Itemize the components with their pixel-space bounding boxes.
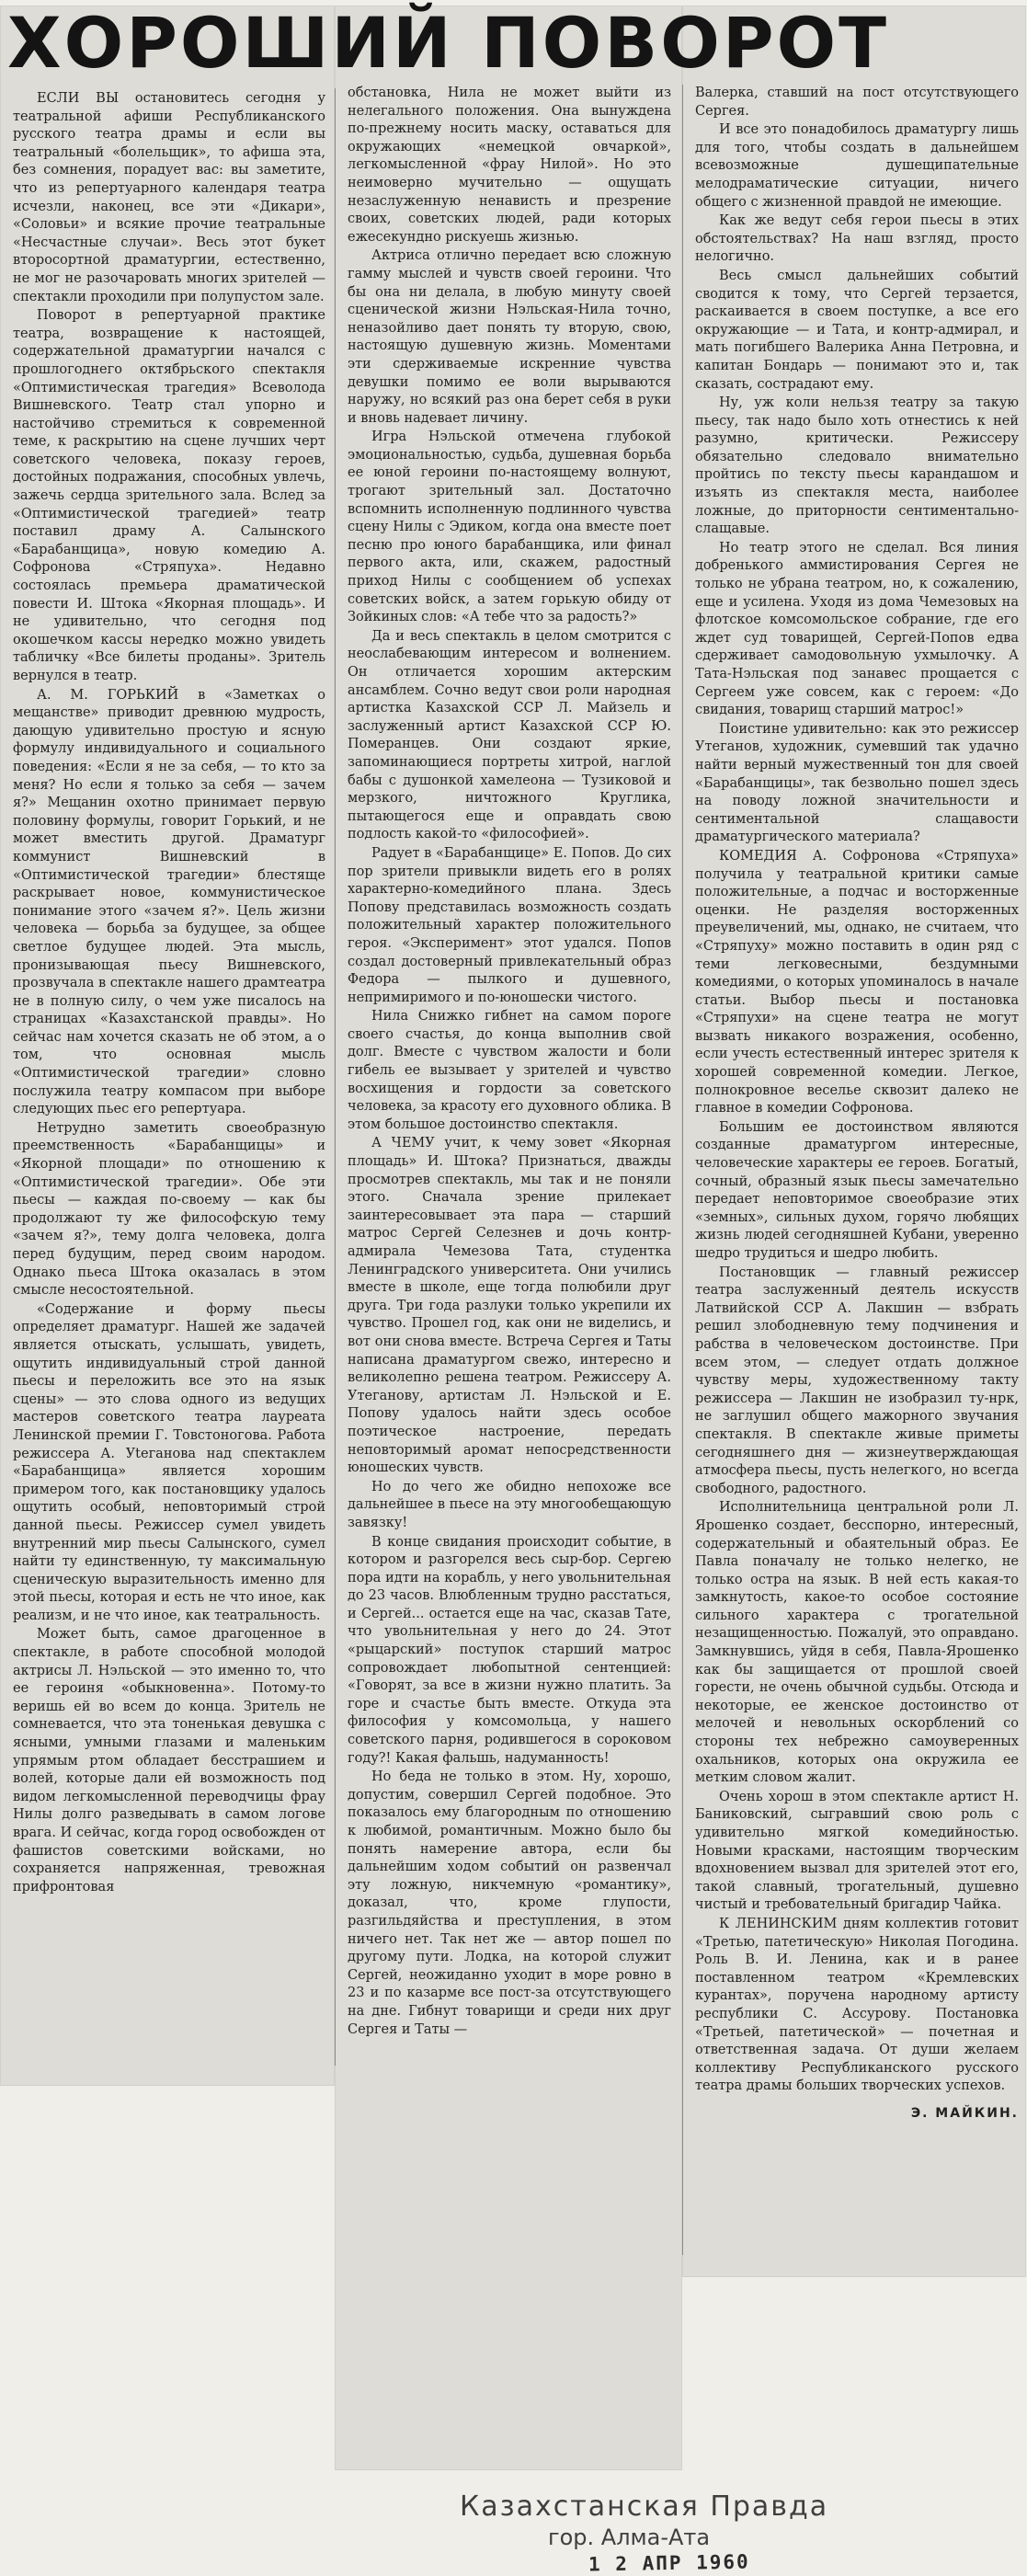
article-column-1 [13,90,325,2067]
article-column-3 [695,85,1019,2227]
paragraph: Нетрудно заметить своеобразную преемственность «Барабанщицы» и «Якорной площади» по отношению к «Оптимистической трагедии». Обе эти пьесы — каждая по-своему — как бы продолжают ту же философскую тему «зачем я?», тему долга человека, долга перед будущим, перед своим народом. Однако пьеса Штока оказалась в этом смысле несостоятельной. [13,1120,325,1299]
paragraph: Исполнительница центральной роли Л. Ярошенко создает, бесспорно, интересный, содержательный и обаятельный образ. Ее Павла поначалу не только нелегко, не только остра на язык. В ней есть какая-то замкнутость, какое-то особое состояние сильного характера с трогательной незащищенностью. Пожалуй, это оправдано. Замкнувшись, уйдя в себя, Павла-Ярошенко как бы защищается от прошлой своей горести, не очень обычной судьбы. Отсюда и некоторые, ее женское достоинство от мелочей и невольных оскорблений со стороны тех небрежно самоуверенных охальников, которых она окружила ее метким словом жалит. [695,1500,1019,1786]
paragraph: Радует в «Барабанщице» Е. Попов. До сих пор зрители привыкли видеть его в ролях характерно-комедийного плана. Здесь Попову представилась возможность создать положительный характер положительного героя. «Эксперимент» этот удался. Попов создал достоверный привлекательный образ Федора — пылкого и душевного, непримиримого и по-юношески чистого. [348,845,671,1005]
article-column-2 [348,85,671,2448]
paragraph: Игра Нэльской отмечена глубокой эмоциональностью, судьба, душевная борьба ее юной героини по-настоящему волнуют, трогают зрительный зал. Достаточно вспомнить исполненную подлинного чувства сцену Нилы с Эдиком, когда она вместе поет песню про юного барабанщика, или финал первого акта, или, скажем, радостный приход Нилы с сообщением об успехах советских войск, а затем горькую обиду от Зойкиных слов: «А тебе что за радость?» [348,429,671,625]
paragraph: Поворот в репертуарной практике театра, возвращение к настоящей, содержательной драматургии начался с прошлогоднего октябрьского спектакля «Оптимистическая трагедия» Всеволода Вишневского. Театр стал упорно и настойчиво стремиться к современной теме, к раскрытию на сцене лучших черт советского человека, показу героев, достойных подражания, способных увлечь, зажечь сердца зрительного зала. Вслед за «Оптимистической трагедией» театр поставил драму А. Салынского «Барабанщица», новую комедию А. Софронова «Стряпуха». Недавно состоялась премьера драматической повести И. Штока «Якорная площадь». И не удивительно, что сегодня под окошечком кассы нередко можно увидеть табличку «Все билеты проданы». Зритель вернулся в театр. [13,308,325,683]
paragraph: Но театр этого не сделал. Вся линия добренького аммистирования Сергея не только не убрана театром, но, к сожалению, еще и усилена. Уходя из дома Чемезовых на флотское комсомольское собрание, где его ждет суд товарищей, Сергей-Попов едва сдерживает самодовольную ухмылочку. А Тата-Нэльская под занавес прощается с Сергеем уже совсем, как с героем: «До свидания, товарищ старший матрос!» [695,540,1019,718]
paragraph: Как же ведут себя герои пьесы в этих обстоятельствах? На наш взгляд, просто нелогично. [695,213,1019,265]
paragraph: Но беда не только в этом. Ну, хорошо, допустим, совершил Сергей подобное. Это показалось ему благородным по отношению к любимой, романтичным. Можно было бы понять намерение автора, если бы дальнейшим ходом событий он развенчал эту ложную, никчемную «романтику», доказал, что, кроме глупости, разгильдяйства и преступления, в этом ничего нет. Так нет же — автор пошел по другому пути. Лодка, на которой служит Сергей, неожиданно уходит в море ровно в 23 и по казарме все пост-за отсутствующего на дне. Гибнут товарищи и среди них друг Сергея и Таты — [348,1769,671,2037]
paragraph: А ЧЕМУ учит, к чему зовет «Якорная площадь» И. Штока? Признаться, дважды просмотрев спектакль, мы так и не поняли этого. Сначала зрение прилекает заинтересовывает эта пара — старший матрос Сергей Селезнев и дочь контр-адмирала Чемезова Тата, студентка Ленинградского университета. Они учились вместе в школе, еще тогда полюбили друг друга. Три года разлуки только укрепили их чувство. Прошел год, как они не виделись, и вот они снова вместе. Встреча Сергея и Таты написана драматургом свежо, интересно и великолепно решена театром. Режиссеру А. Утеганову, артистам Л. Нэльской и Е. Попову удалось найти здесь особое поэтическое настроение, передать неповторимый аромат непосредственности юношеских чувств. [348,1136,671,1476]
paragraph: Весь смысл дальнейших событий сводится к тому, что Сергей терзается, раскаивается в своем поступке, а все его окружающие — и Тата, и контр-адмирал, и мать погибшего Валерика Анна Петровна, и капитан Бондарь — понимают это и, так сказать, сострадают ему. [695,268,1019,392]
column-divider-1 [335,88,336,2066]
paragraph: Актриса отлично передает всю сложную гамму мыслей и чувств своей героини. Что бы она ни делала, в любую минуту своей сценической жизни Нэльская-Нила точно, неназойливо дает понять ту вторую, свою, настоящую душевную жизнь. Моментами эти сдерживаемые искренние чувства девушки помимо ее воли вырываются наружу, но всякий раз она берет себя в руки и вновь надевает личину. [348,248,671,426]
paragraph: Поистине удивительно: как это режиссер Утеганов, художник, сумевший так удачно найти верный мужественный тон для своей «Барабанщицы», так безвольно пошел здесь на поводу ложной значительности и сентиментальной слащавости драматургического материала? [695,721,1019,845]
paragraph: К ЛЕНИНСКИМ дням коллектив готовит «Третью, патетическую» Николая Погодина. Роль В. И. Ленина, как и в ранее поставленном театром «Кремлевских курантах», поручена народному артисту республики С. Ассурову. Постановка «Третьей, патетической» — почетная и ответственная задача. От души желаем коллективу Республиканского русского театра драмы больших творческих успехов. [695,1916,1019,2094]
paragraph: Большим ее достоинством являются созданные драматургом интересные, человеческие характеры ее героев. Богатый, сочный, образный язык пьесы замечательно передает неповторимое своеобразие этих «земных», сильных духом, горячо любящих жизнь людей сегодняшней Кубани, уверенно шедро трудиться и шедро любить. [695,1119,1019,1261]
paragraph: Валерка, ставший на пост отсутствующего Сергея. [695,86,1019,119]
newspaper-stamp [460,2490,919,2550]
paragraph: В конце свидания происходит событие, в котором и разгорелся весь сыр-бор. Сергею пора идти на корабль, у него увольнительная до 23 часов. Влюбленным трудно расстаться, и Сергей... остается еще на час, сказав Тате, что увольнительная у него до 24. Этот «рыцарский» поступок старший матрос сопровождает любопытной сентенцией: «Говорят, за все в жизни нужно платить. За горе и счастье быть вместе. Откуда эта философия у комсомольца, у нашего советского парня, родившегося в сороковом году?! Какая фальшь, надуманность! [348,1534,671,1766]
paragraph: Очень хорош в этом спектакле артист Н. Баниковский, сыгравший свою роль с удивительно мягкой комедийностью. Новыми красками, настоящим творческим вдохновением вызвал для зрителей этот его, такой славный, трогательный, душевно чистый и требовательный бригадир Чайка. [695,1789,1019,1913]
stamp-newspaper-name: Казахстанская Правда [460,2490,829,2523]
paragraph: И все это понадобилось драматургу лишь для того, чтобы создать в дальнейшем всевозможные душещипательные мелодраматические ситуации, ничего общего с жизненной правдой не имеющие. [695,122,1019,210]
paragraph: А. М. ГОРЬКИЙ в «Заметках о мещанстве» приводит древнюю мудрость, дающую удивительно простую и ясную формулу индивидуального и социального поведения: «Если я не за себя, — то кто за меня? Но если я только за себя — зачем я?» Мещанин охотно принимает первую половину формулы, говорит Горький, и не может вместить другой. Драматург коммунист Вишневский в «Оптимистической трагедии» блестяще раскрывает новое, коммунистическое понимание этого «зачем я?». Цель жизни человека — борьба за будущее, за общее светлое будущее людей. Эта мысль, пронизывающая пьесу Вишневского, прозвучала в спектакле нашего драмтеатра не в полную силу, о чем уже писалось на страницах «Казахстанской правды». Но сейчас нам хочется сказать не об этом, а о том, что основная мысль «Оптимистической трагедии» словно послужила театру компасом при выборе следующих пьес его репертуара. [13,687,325,1117]
author-signature: Э. МАЙКИН. [910,2105,1019,2121]
paragraph: Может быть, самое драгоценное в спектакле, в работе способной молодой актрисы Л. Нэльской — это именно то, что ее героиня «обыкновенна». Потому-то веришь ей во всем до конца. Зритель не сомневается, что эта тоненькая девушка с ясными, умными глазами и маленьким упрямым ртом обладает бесстрашием и волей, которые дали ей возможность под видом легкомысленной переводчицы фрау Нилы долго разведывать в самом логове врага. И сейчас, когда город освобожден от фашистов советскими войсками, но сохраняется напряженная, тревожная прифронтовая [13,1627,325,1895]
date-stamp: 1 2 АПР 1960 [588,2550,750,2576]
paragraph: Постановщик — главный режиссер театра заслуженный деятель искусств Латвийской ССР А. Лакшин — взбрать решил злободневную тему подчинения и рабства в человеческом достоинстве. При всем этом, — следует отдать должное чувству меры, художественному такту режиссера — Лакшин не изобразил ту-нрк, не заглушил общего мажорного звучания спектакля. В спектакле живые приметы сегодняшнего дня — жизнеутверждающая атмосфера пьесы, пусть нелегкого, но всегда свободного, радостного. [695,1265,1019,1496]
paragraph: Но до чего же обидно непохоже все дальнейшее в пьесе на эту многообещающую завязку! [348,1479,671,1530]
paragraph: Ну, уж коли нельзя театру за такую пьесу, так надо было хоть отнестись к ней разумно, критически. Режиссеру обязательно следовало внимательно пройтись по тексту пьесы карандашом и изъять из спектакля места, наиболее ложные, до приторности сентиментально-слащавые. [695,395,1019,537]
paragraph: Да и весь спектакль в целом смотрится с неослабевающим интересом и волнением. Он отличается хорошим актерским ансамблем. Сочно ведут свои роли народная артистка Казахской ССР Л. Майзель и заслуженный артист Казахской ССР Ю. Померанцев. Они создают яркие, запоминающиеся портреты хитрой, наглой бабы с душонкой хамелеона — Тузиковой и мерзкого, ничтожного Круглика, пытающегося еще и оправдать свою подлость какой-то «философией». [348,628,671,842]
paragraph: «Содержание и форму пьесы определяет драматург. Нашей же задачей является отыскать, услышать, увидеть, ощутить индивидуальный строй данной пьесы и переложить все это на язык сцены» — это слова одного из ведущих мастеров советского театра лауреата Ленинской премии Г. Товстоногова. Работа режиссера А. Уteганова над спектаклем «Барабанщица» является хорошим примером того, как постановщику удалось ощутить особый, неповторимый строй данной пьесы. Режиссер сумел увидеть внутренний мир пьесы Салынского, сумел найти ту единственную, ту максимальную сценическую выразительность именно для этой пьесы, которая и есть не что иное, как реализм, и не что иное, как театральность. [13,1301,325,1623]
paragraph: Нила Снижко гибнет на самом пороге своего счастья, до конца выполнив свой долг. Вместе с чувством жалости и боли гибель ее вызывает у зрителей и чувство восхищения и гордости за советского человека, за красоту его духовного облика. В этом большое достоинство спектакля. [348,1009,671,1132]
article-headline: ХОРОШИЙ ПОВОРОТ [7,2,889,84]
paragraph: обстановка, Нила не может выйти из нелегального положения. Она вынуждена по-прежнему носить маску, оставаться для окружающих «немецкой овчаркой», легкомысленной «фрау Нилой». Но это неимоверно мучительно — ощущать незаслуженную ненависть и презрение своих, советских людей, ради которых ежесекундно рискуешь жизнью. [348,86,671,245]
column-divider-2 [682,85,683,2255]
stamp-city: гор. Алма-Ата [548,2524,711,2550]
paragraph: КОМЕДИЯ А. Софронова «Стряпуха» получила у театральной критики самые положительные, а подчас и восторженные оценки. Не разделяя восторженных преувеличений, мы, однако, не считаем, что «Стряпуху» можно поставить в один ряд с теми легковесными, бездумными комедиями, о которых упоминалось в начале статьи. Выбор пьесы и постановка «Стряпухи» на сцене театра не могут вызвать никакого возражения, особенно, если учесть естественный интерес зрителя к хорошей современной комедии. Легкое, полнокровное веселье сквозит далеко не главное в комедии Софронова. [695,848,1019,1116]
paragraph: ЕСЛИ ВЫ остановитесь сегодня у театральной афиши Республиканского русского театра драмы и если вы театральный «болельщик», то афиша эта, без сомнения, порадует вас: вы заметите, что из репертуарного календаря театра исчезли, наконец, все эти «Дикари», «Соловьи» и всякие прочие театральные «Несчастные случаи». Весь этот букет второсортной драматургии, естественно, не мог не разочаровать многих зрителей — спектакли проходили при полупустом зале. [13,91,325,304]
